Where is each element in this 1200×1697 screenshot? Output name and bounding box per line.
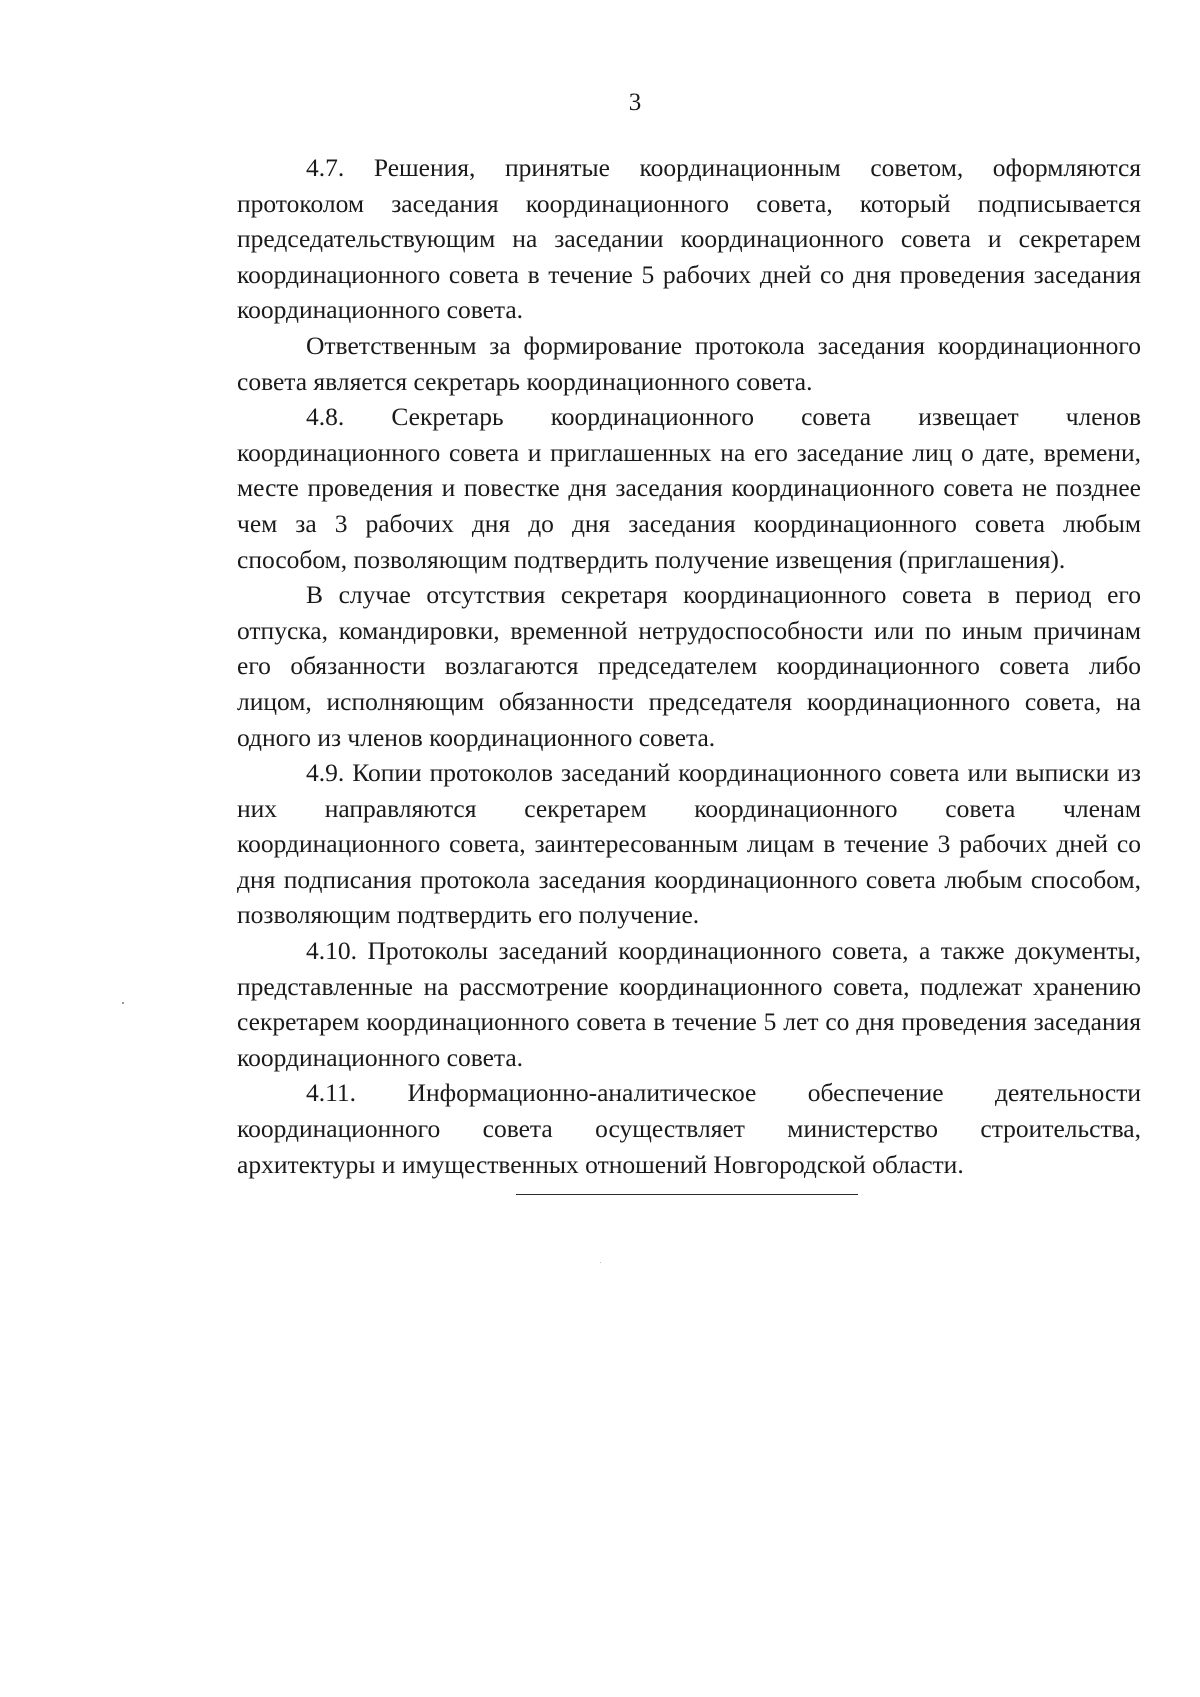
paragraph-4-7: 4.7. Решения, принятые координационным советом, оформляются протоколом заседания координационного совета, который подписывается председательствующим на заседании координационного совета и секретарем координационного совета в течение 5 рабочих дней со дня проведения заседания координационного совета. — [237, 153, 1141, 325]
scan-speck — [122, 1002, 124, 1004]
paragraph-4-9: 4.9. Копии протоколов заседаний координационного совета или выписки из них направляются секретарем координационного совета членам координационного совета, заинтересованным лицам в течение 3 рабочих дней со дня подписания протокола заседания координационного совета любым способом, позволяющим подтвердить его получение. — [237, 758, 1141, 930]
paragraph-4-7-responsible: Ответственным за формирование протокола заседания координационного совета является секретарь координационного совета. — [237, 330, 1141, 396]
paragraph-4-10: 4.10. Протоколы заседаний координационного совета, а также документы, представленные на рассмотрение координационного совета, подлежат хранению секретарем координационного совета в течение 5 лет со дня проведения заседания координационного совета. — [237, 936, 1141, 1072]
page-number: 3 — [628, 89, 642, 116]
paragraph-4-11: 4.11. Информационно-аналитическое обеспечение деятельности координационного совета осуществляет министерство строительства, архитектуры и имущественных отношений Новгородской области. — [237, 1078, 1141, 1179]
scan-speck — [600, 1262, 601, 1263]
paragraph-4-8: 4.8. Секретарь координационного совета извещает членов координационного совета и приглашенных на его заседание лиц о дате, времени, месте проведения и повестке дня заседания координационного совета не позднее чем за 3 рабочих дня до дня заседания координационного совета любым способом, позволяющим подтвердить получение извещения (приглашения). — [237, 402, 1141, 574]
end-of-document-rule — [516, 1194, 858, 1195]
paragraph-4-8-absence: В случае отсутствия секретаря координационного совета в период его отпуска, командировки, временной нетрудоспособности или по иным причинам его обязанности возлагаются председателем координационного совета либо лицом, исполняющим обязанности председателя координационного совета, на одного из членов координационного совета. — [237, 580, 1141, 752]
document-body — [237, 150, 1141, 1182]
